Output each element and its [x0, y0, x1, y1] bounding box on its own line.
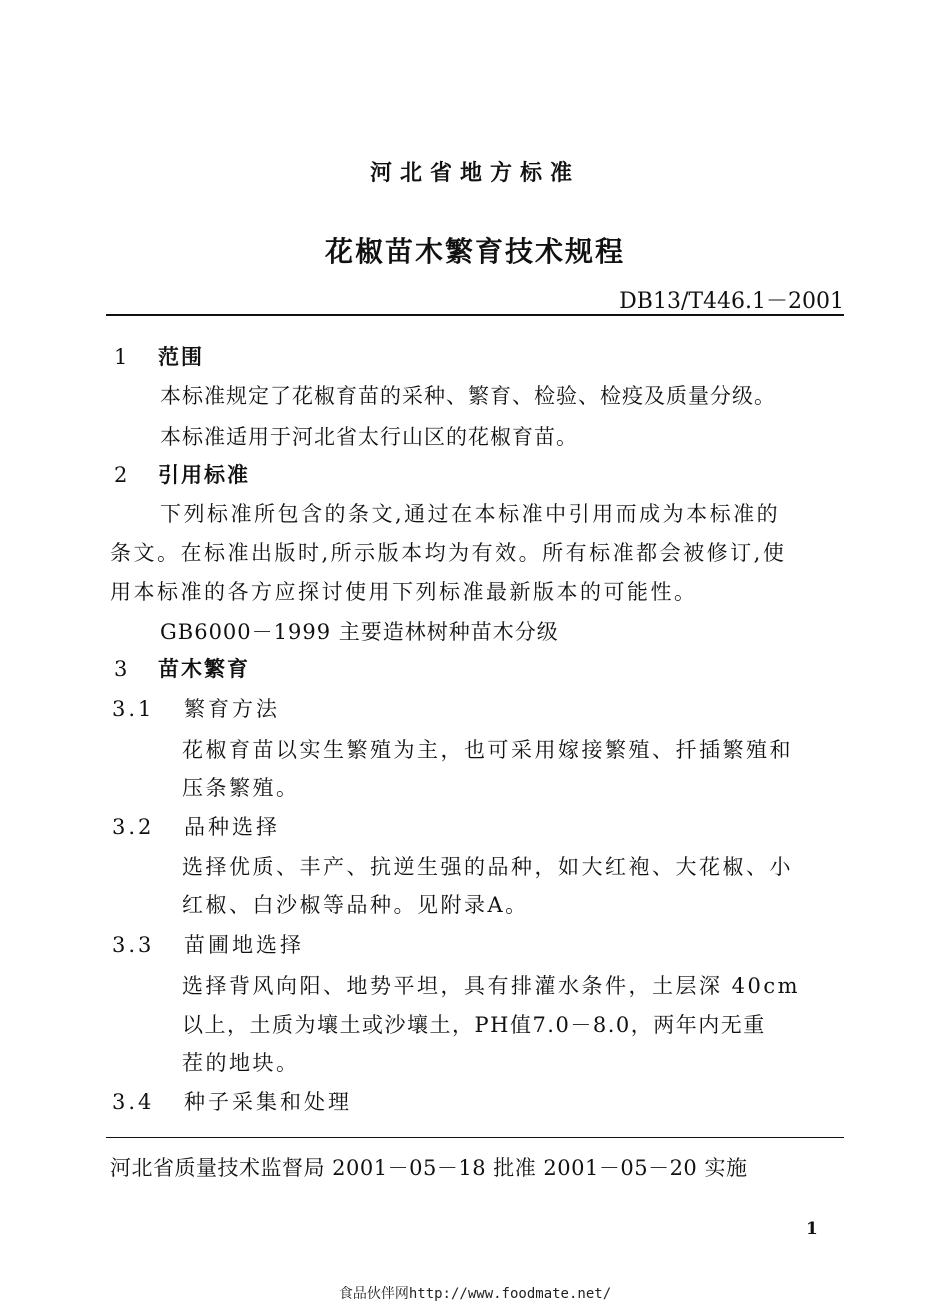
section-1-paragraph-2: 本标准适用于河北省太行山区的花椒育苗。 — [160, 425, 578, 449]
page-number: 1 — [806, 1219, 818, 1239]
section-1-paragraph-1: 本标准规定了花椒育苗的采种、繁育、检验、检疫及质量分级。 — [160, 384, 776, 408]
subsection-3-3-line-1: 选择背风向阳、地势平坦，具有排灌水条件，土层深 40cm — [182, 974, 801, 998]
section-1-heading — [114, 341, 204, 371]
section-3-heading — [114, 653, 250, 683]
top-divider — [106, 314, 844, 316]
subsection-number: 3.3 — [112, 933, 155, 957]
subsection-title: 繁育方法 — [184, 697, 280, 721]
section-title: 引用标准 — [158, 463, 250, 487]
subsection-3-1-heading — [112, 693, 280, 723]
page-title: 花椒苗木繁育技术规程 — [324, 235, 625, 268]
watermark-url[interactable]: http://www.foodmate.net/ — [408, 1286, 612, 1302]
section-2-paragraph-line-3: 用本标准的各方应探讨使用下列标准最新版本的可能性。 — [110, 580, 698, 604]
section-2-paragraph-line-2: 条文。在标准出版时,所示版本均为有效。所有标准都会被修订,使 — [110, 541, 787, 565]
subsection-title: 种子采集和处理 — [184, 1090, 352, 1114]
subsection-3-1-line-1: 花椒育苗以实生繁殖为主，也可采用嫁接繁殖、扦插繁殖和 — [182, 738, 793, 762]
subsection-number: 3.4 — [112, 1090, 155, 1114]
subsection-3-4-heading — [112, 1086, 352, 1116]
subsection-3-2-line-2: 红椒、白沙椒等品种。见附录A。 — [182, 893, 529, 917]
section-number: 2 — [114, 463, 128, 487]
referenced-standard: GB6000－1999 主要造林树种苗木分级 — [160, 620, 559, 644]
section-2-paragraph-line-1: 下列标准所包含的条文,通过在本标准中引用而成为本标准的 — [160, 502, 781, 526]
section-title: 范围 — [158, 345, 204, 369]
document-header: 河北省地方标准 — [369, 161, 580, 186]
standard-code: DB13/T446.1－2001 — [619, 289, 844, 314]
subsection-3-2-heading — [112, 811, 280, 841]
section-number: 3 — [114, 657, 128, 681]
subsection-number: 3.2 — [112, 815, 155, 839]
approval-line: 河北省质量技术监督局 2001－05－18 批准 2001－05－20 实施 — [110, 1156, 748, 1180]
subsection-number: 3.1 — [112, 697, 155, 721]
subsection-3-1-line-2: 压条繁殖。 — [182, 776, 300, 800]
subsection-3-3-line-2: 以上，土质为壤土或沙壤土，PH值7.0－8.0，两年内无重 — [182, 1013, 766, 1037]
subsection-3-3-heading — [112, 929, 304, 959]
subsection-title: 苗圃地选择 — [184, 933, 304, 957]
subsection-3-3-line-3: 茬的地块。 — [182, 1051, 300, 1075]
subsection-title: 品种选择 — [184, 815, 280, 839]
section-number: 1 — [114, 345, 128, 369]
subsection-3-2-line-1: 选择优质、丰产、抗逆生强的品种，如大红袍、大花椒、小 — [182, 855, 793, 879]
section-2-heading — [114, 459, 250, 489]
watermark-site: 食品伙伴网 — [338, 1286, 409, 1302]
bottom-divider — [106, 1137, 844, 1138]
section-title: 苗木繁育 — [158, 657, 250, 681]
watermark — [0, 1283, 950, 1303]
